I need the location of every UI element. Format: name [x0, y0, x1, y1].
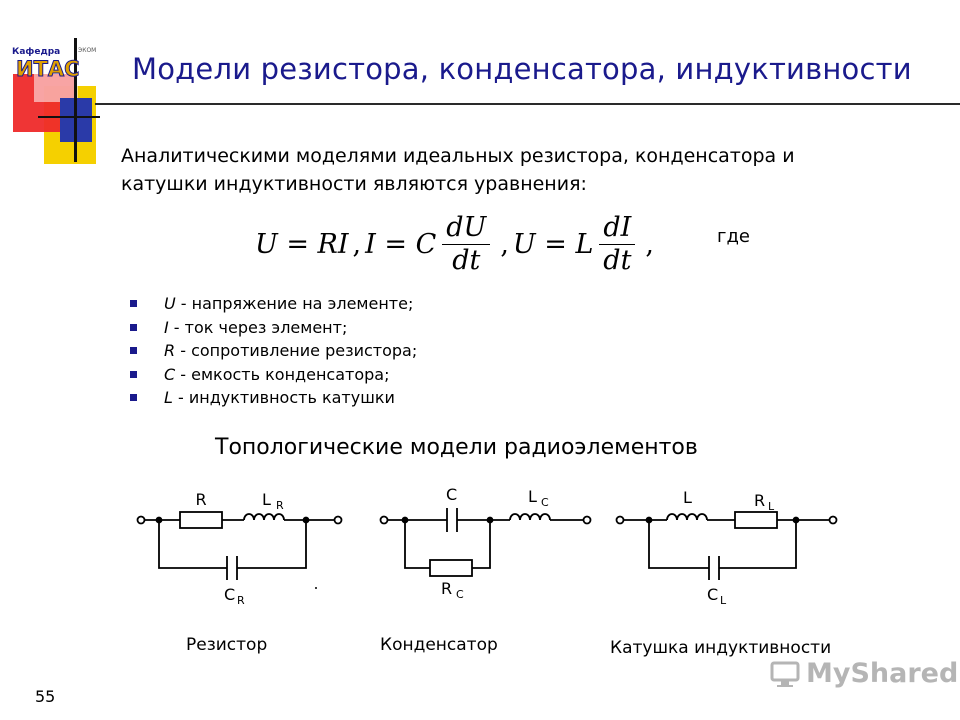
inductor-c-label: C [707, 585, 719, 604]
inductor-equation-lhs: U = L [512, 229, 594, 260]
list-item [130, 316, 417, 340]
logo-small-text: ЭКОМ [78, 47, 97, 54]
watermark [770, 658, 958, 689]
bullet-square-icon [130, 347, 137, 354]
equation-separator: , [645, 229, 654, 260]
variable-symbol: U [164, 294, 176, 313]
department-logo [8, 34, 108, 170]
capacitor-fraction-numerator: dU [442, 214, 490, 245]
variable-description: - напряжение на элементе; [175, 294, 414, 313]
list-item [130, 339, 417, 363]
resistor-r-label: R [195, 490, 207, 509]
variable-description: - ток через элемент; [168, 317, 348, 337]
page-number: 55 [35, 687, 56, 706]
title-underline [95, 103, 960, 105]
capacitor-fraction [442, 214, 490, 275]
inductor-c-subscript: L [720, 594, 727, 607]
model-equations [255, 214, 658, 275]
bullet-square-icon [130, 371, 137, 378]
watermark-text: MyShared [806, 658, 959, 689]
resistor-symbol [430, 560, 472, 576]
inductor-r-label: R [754, 491, 766, 510]
inductor-r-subscript: L [768, 500, 775, 513]
capacitor-l-subscript: C [541, 496, 549, 509]
inductor-symbol [244, 514, 284, 520]
resistor-l-subscript: R [276, 499, 284, 512]
capacitor-c-label: C [446, 485, 458, 504]
inductor-caption: Катушка индуктивности [610, 638, 832, 658]
equation-separator: , [352, 229, 362, 260]
capacitor-caption: Конденсатор [380, 635, 498, 655]
capacitor-r-label: R [441, 579, 453, 598]
where-word: где [717, 226, 750, 247]
variable-symbol: I [164, 317, 169, 337]
resistor-c-label: C [224, 585, 236, 604]
capacitor-r-subscript: C [456, 588, 464, 601]
slide-title: Модели резистора, конденсатора, индуктивности [132, 52, 912, 86]
logo-itas-text: ИТАС [16, 57, 80, 81]
inductor-fraction [599, 214, 635, 275]
equation-separator: , [500, 229, 509, 260]
variable-list [130, 292, 417, 410]
bullet-square-icon [130, 394, 137, 401]
bullet-square-icon [130, 324, 137, 331]
list-item [130, 386, 417, 410]
resistor-l-label: L [262, 490, 271, 509]
bullet-square-icon [130, 300, 137, 307]
resistor-model-circuit [138, 512, 342, 580]
inductor-model-circuit [617, 512, 837, 580]
list-item [130, 292, 417, 316]
resistor-symbol [180, 512, 222, 528]
logo-kafedra-text: Кафедра [12, 47, 61, 57]
variable-symbol: R [164, 341, 176, 360]
variable-description: - емкость конденсатора; [175, 364, 390, 384]
inductor-l-label: L [683, 488, 692, 507]
variable-symbol: L [164, 388, 173, 407]
inductor-fraction-numerator: dI [599, 214, 635, 245]
intro-text: Аналитическими моделями идеальных резистора, конденсатора и катушки индуктивности являются уравнения: [121, 145, 795, 195]
list-item [130, 363, 417, 387]
capacitor-model-circuit [381, 508, 591, 576]
variable-description: - сопротивление резистора; [175, 341, 418, 360]
variable-description: - индуктивность катушки [172, 388, 395, 407]
capacitor-equation-lhs: I = C [365, 229, 437, 260]
inductor-fraction-denominator: dt [603, 245, 632, 276]
resistor-c-subscript: R [237, 594, 245, 607]
section-subtitle: Топологические модели радиоэлементов [215, 435, 698, 460]
resistor-equation: U = RI [255, 229, 349, 260]
inductor-symbol [510, 514, 550, 520]
capacitor-l-label: L [528, 487, 537, 506]
resistor-caption: Резистор [186, 635, 268, 655]
capacitor-fraction-denominator: dt [452, 245, 481, 276]
inductor-symbol [667, 514, 707, 520]
variable-symbol: C [164, 364, 176, 384]
resistor-symbol [735, 512, 777, 528]
circuit-diagrams [0, 470, 960, 620]
monitor-icon [770, 660, 800, 688]
